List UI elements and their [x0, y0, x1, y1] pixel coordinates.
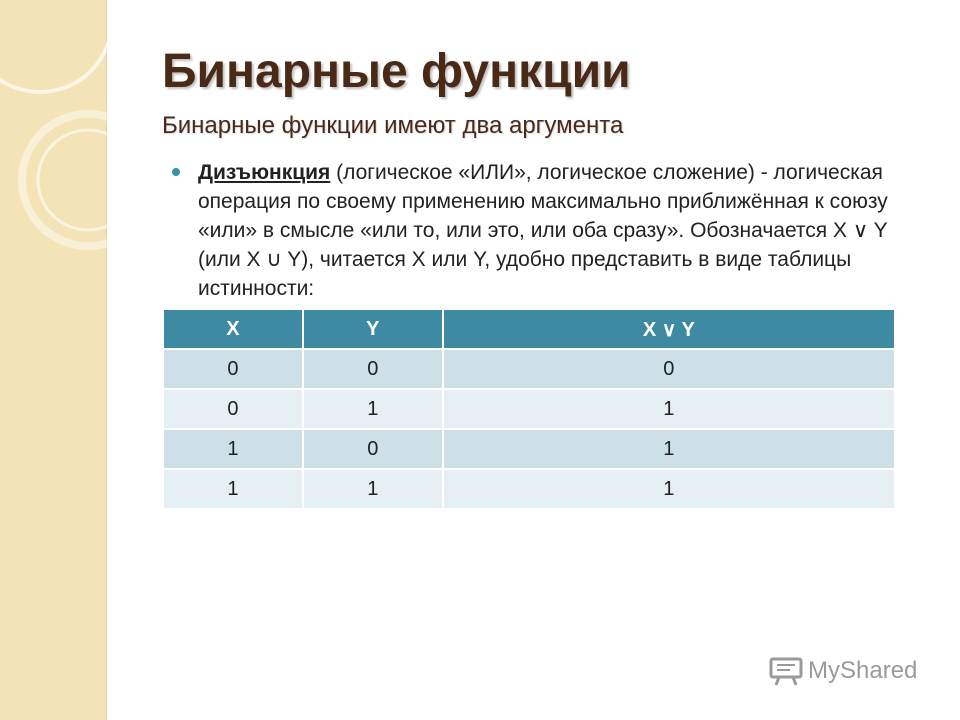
table-cell: 0	[443, 349, 895, 389]
bullet-icon	[172, 168, 180, 176]
table-cell: 1	[303, 469, 443, 509]
table-cell: 0	[303, 429, 443, 469]
table-cell: 0	[303, 349, 443, 389]
watermark-text: MyShared	[808, 657, 918, 684]
bullet-list	[172, 158, 912, 303]
page-title: Бинарные функции	[162, 45, 631, 98]
table-cell: 1	[443, 469, 895, 509]
table-cell: 1	[163, 429, 303, 469]
truth-table	[162, 308, 896, 510]
table-cell: 1	[443, 389, 895, 429]
table-cell: 0	[163, 389, 303, 429]
header-y: Y	[303, 309, 443, 349]
header-x-or-y: X ∨ Y	[443, 309, 895, 349]
bullet-paragraph	[198, 158, 912, 303]
table-cell: 1	[303, 389, 443, 429]
term-disjunction: Дизъюнкция	[198, 161, 331, 184]
table-cell: 0	[163, 349, 303, 389]
table-header-row	[163, 309, 895, 349]
table-row	[163, 349, 895, 389]
table-row	[163, 389, 895, 429]
table-row	[163, 429, 895, 469]
header-x: X	[163, 309, 303, 349]
page-subtitle: Бинарные функции имеют два аргумента	[162, 112, 624, 139]
table-cell: 1	[163, 469, 303, 509]
watermark	[768, 656, 917, 686]
paragraph-text: (логическое «ИЛИ», логическое сложение) - логическая операция по своему применению максимально приближённая к союзу «или» в смысле «или то, или это, или оба сразу». Обозначается X ∨ Y (или X ∪ Y), читается X или Y, удобно представить в виде таблицы истинности:	[198, 161, 888, 300]
presentation-board-icon	[768, 656, 804, 686]
table-cell: 1	[443, 429, 895, 469]
table-row	[163, 469, 895, 509]
